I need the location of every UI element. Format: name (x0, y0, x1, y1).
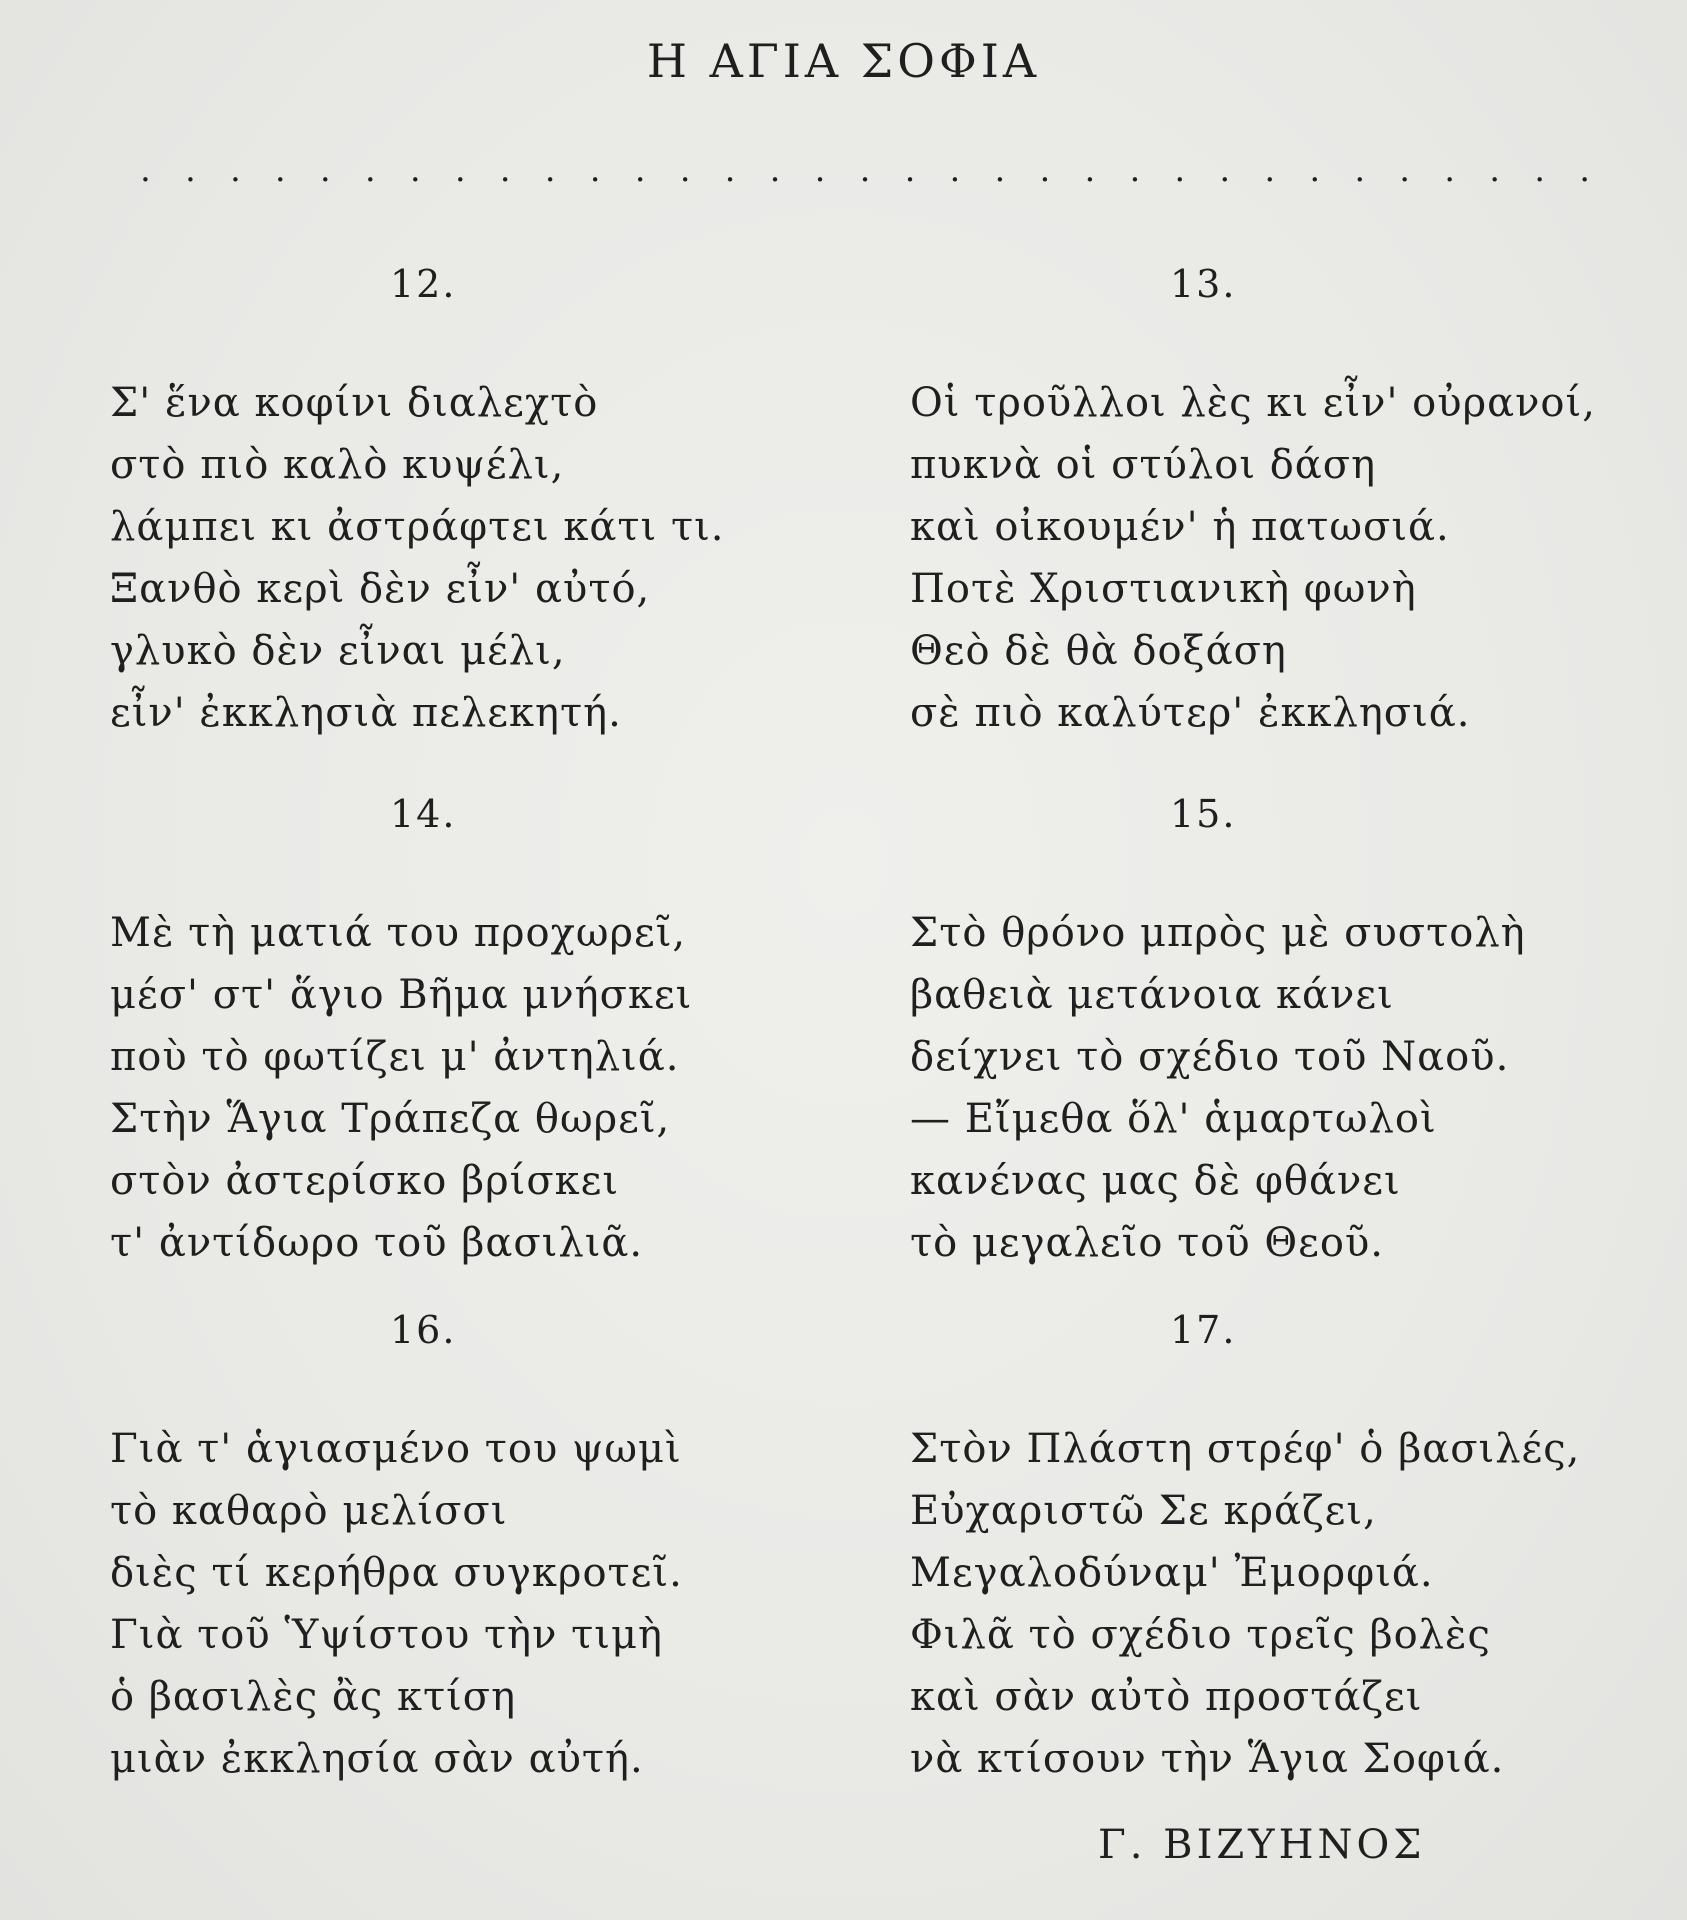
stanza-lines (110, 1418, 683, 1790)
stanza-lines (110, 372, 724, 744)
verse-line: κανένας μας δὲ φθάνει (910, 1158, 1401, 1204)
stanza-number: 15. (1170, 792, 1237, 836)
verse-line: βαθειὰ μετάνοια κάνει (910, 972, 1394, 1018)
verse-line: στὸ πιὸ καλὸ κυψέλι, (110, 442, 565, 488)
stanza-number: 14. (390, 792, 457, 836)
stanza-lines (910, 902, 1526, 1274)
verse-line: πυκνὰ οἱ στύλοι δάση (910, 442, 1377, 488)
verse-line: Ποτὲ Χριστιανικὴ φωνὴ (910, 566, 1417, 612)
verse-line: Μὲ τὴ ματιά του προχωρεῖ, (110, 910, 687, 956)
verse-line: Μεγαλοδύναμ' Ἐμορφιά. (910, 1550, 1434, 1596)
verse-line: λάμπει κι ἀστράφτει κάτι τι. (110, 504, 725, 550)
ellipsis-separator: . . . . . . . . . . . . . . . . . . . . . . . . . . . . . . . . . (140, 150, 1590, 190)
verse-line: ὁ βασιλὲς ἂς κτίση (110, 1674, 517, 1720)
poem-title: Η ΑΓΙΑ ΣΟΦΙΑ (646, 34, 1041, 88)
verse-line: Ξανθὸ κερὶ δὲν εἶν' αὐτό, (110, 566, 651, 612)
verse-line: τὸ καθαρὸ μελίσσι (110, 1488, 508, 1534)
verse-line: Στὸ θρόνο μπρὸς μὲ συστολὴ (910, 910, 1526, 956)
verse-line: Στὸν Πλάστη στρέφ' ὁ βασιλές, (910, 1426, 1581, 1472)
verse-line: σὲ πιὸ καλύτερ' ἐκκλησιά. (910, 690, 1471, 736)
stanza-lines (910, 1418, 1580, 1790)
verse-line: μέσ' στ' ἅγιο Βῆμα μνήσκει (110, 972, 693, 1018)
stanza-number: 12. (390, 262, 457, 306)
verse-line: τὸ μεγαλεῖο τοῦ Θεοῦ. (910, 1220, 1384, 1266)
stanza-number: 13. (1170, 262, 1237, 306)
verse-line: διὲς τί κερήθρα συγκροτεῖ. (110, 1550, 683, 1596)
verse-line: Γιὰ τ' ἁγιασμένο του ψωμὶ (110, 1426, 682, 1472)
verse-line: καὶ οἰκουμέν' ἡ πατωσιά. (910, 504, 1450, 550)
verse-line: νὰ κτίσουν τὴν Ἅγια Σοφιά. (910, 1736, 1505, 1782)
verse-line: τ' ἀντίδωρο τοῦ βασιλιᾶ. (110, 1220, 644, 1266)
stanza-number: 16. (390, 1308, 457, 1352)
verse-line: εἶν' ἐκκλησιὰ πελεκητή. (110, 690, 622, 736)
verse-line: Γιὰ τοῦ Ὑψίστου τὴν τιμὴ (110, 1612, 663, 1658)
verse-line: — Εἴμεθα ὅλ' ἁμαρτωλοὶ (910, 1096, 1437, 1142)
stanza-number: 17. (1170, 1308, 1237, 1352)
stanza-lines (910, 372, 1596, 744)
verse-line: γλυκὸ δὲν εἶναι μέλι, (110, 628, 566, 674)
verse-line: Σ' ἕνα κοφίνι διαλεχτὸ (110, 380, 599, 426)
verse-line: Φιλᾶ τὸ σχέδιο τρεῖς βολὲς (910, 1612, 1491, 1658)
verse-line: μιὰν ἐκκλησία σὰν αὐτή. (110, 1736, 644, 1782)
verse-line: Θεὸ δὲ θὰ δοξάση (910, 628, 1287, 674)
verse-line: Εὐχαριστῶ Σε κράζει, (910, 1488, 1377, 1534)
verse-line: Οἱ τροῦλλοι λὲς κι εἶν' οὐρανοί, (910, 380, 1596, 426)
verse-line: ποὺ τὸ φωτίζει μ' ἀντηλιά. (110, 1034, 680, 1080)
verse-line: στὸν ἀστερίσκο βρίσκει (110, 1158, 620, 1204)
stanza-lines (110, 902, 692, 1274)
verse-line: καὶ σὰν αὐτὸ προστάζει (910, 1674, 1423, 1720)
verse-line: Στὴν Ἅγια Τράπεζα θωρεῖ, (110, 1096, 671, 1142)
verse-line: δείχνει τὸ σχέδιο τοῦ Ναοῦ. (910, 1034, 1510, 1080)
author-signature: Γ. ΒΙΖΥΗΝΟΣ (1098, 1822, 1426, 1868)
